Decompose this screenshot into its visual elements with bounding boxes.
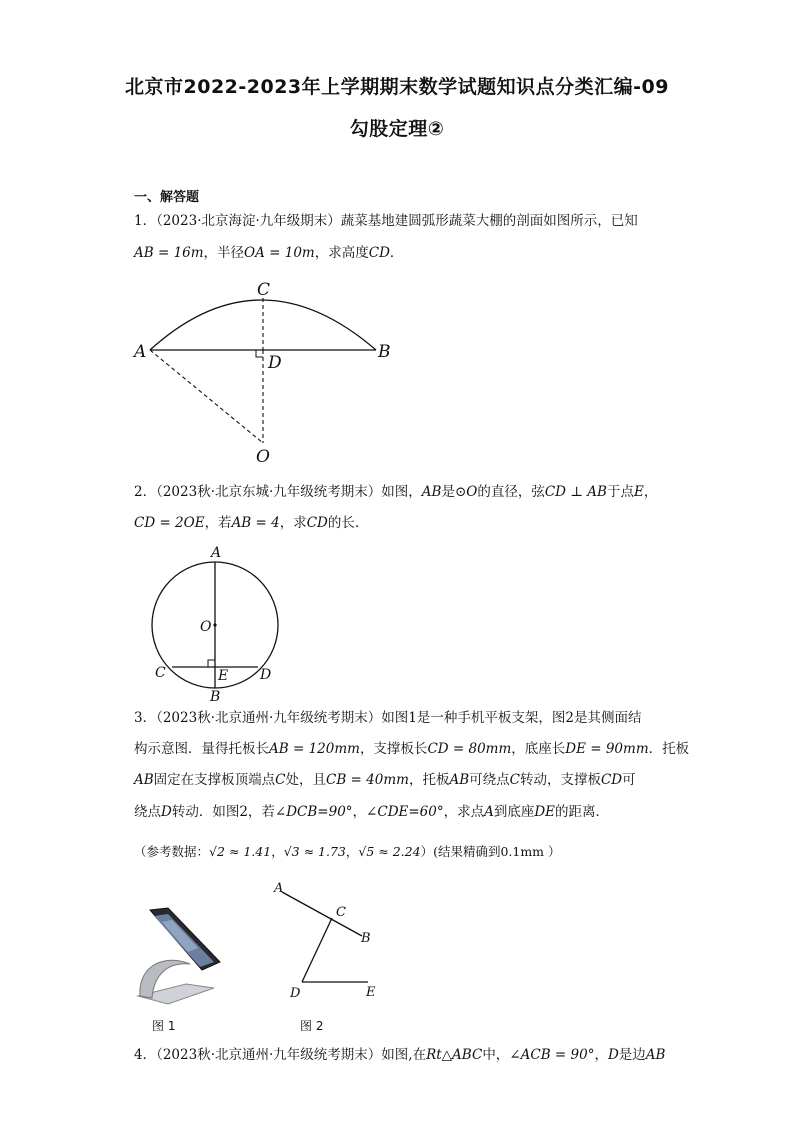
q3-sqrt5: √5 ≈ 2.24 xyxy=(358,844,421,859)
q3-text: ，底座长 xyxy=(511,741,566,757)
q3-text: ， xyxy=(271,844,284,859)
q4-line1 xyxy=(134,1046,665,1064)
q3-text: 绕点 xyxy=(134,804,161,820)
q2-label-o: O xyxy=(200,619,212,635)
q3-text: 处，且 xyxy=(285,772,327,788)
q3-line4 xyxy=(134,803,609,821)
q3-text: ．托板 xyxy=(648,741,690,757)
q4-text: 中， xyxy=(482,1047,510,1063)
q3-figure1-phone-stand xyxy=(128,900,238,1010)
q1-label-d: D xyxy=(268,353,282,373)
q3-text: ， xyxy=(345,844,359,859)
q3-c: C xyxy=(509,772,520,788)
q3-text: （参考数据： xyxy=(134,844,210,859)
document-title-line2: 勾股定理② xyxy=(349,118,445,140)
q2-text: 于点 xyxy=(606,484,634,500)
q1-ab-value: AB = 16m xyxy=(134,245,204,261)
q1-text: ，求高度 xyxy=(314,245,369,261)
document-title-line1: 北京市2022-2023年上学期期末数学试题知识点分类汇编-09 xyxy=(125,76,669,98)
q3-text: 到底座 xyxy=(493,804,535,820)
q1-line2 xyxy=(134,244,403,262)
q3-text: 可 xyxy=(622,772,636,788)
q2-line2 xyxy=(134,514,359,532)
q2-label-b: B xyxy=(210,689,221,705)
q3-ab: AB xyxy=(134,772,154,788)
q3-angle-cde: ∠CDE=60° xyxy=(366,804,444,820)
q2-text: 是 xyxy=(441,484,455,500)
q2-right-angle xyxy=(208,660,215,667)
q1-label-c: C xyxy=(257,280,271,300)
q3-ab-len: AB = 120mm xyxy=(269,741,360,757)
q1-line-ao xyxy=(150,350,263,443)
q2-text: 的直径，弦 xyxy=(477,484,545,500)
q1-oa-value: OA = 10m xyxy=(244,245,315,261)
q2-label-e: E xyxy=(218,668,229,684)
q3-text: ，支撑板长 xyxy=(359,741,428,757)
fig2-label-e: E xyxy=(366,985,376,1000)
q3-line3 xyxy=(134,771,636,789)
q1-figure xyxy=(130,275,410,470)
q3-line5 xyxy=(134,843,561,861)
q2-figure xyxy=(140,540,290,705)
q3-angle-dcb: ∠DCB=90° xyxy=(274,804,353,820)
q3-c: C xyxy=(275,772,286,788)
q2-text: ，求 xyxy=(279,515,307,531)
q2-text: ， xyxy=(643,484,658,500)
q2-circle-o: ⊙O xyxy=(454,484,478,500)
q3-sqrt2: √2 ≈ 1.41 xyxy=(209,844,272,859)
fig2-board-ab xyxy=(282,892,362,936)
fig2-label-a: A xyxy=(274,881,284,896)
q1-label-o: O xyxy=(256,447,270,467)
q1-line1: 1．（2023·北京海淀·九年级期末）蔬菜基地建圆弧形蔬菜大棚的剖面如图所示，已知 xyxy=(134,213,638,229)
q3-de: DE xyxy=(534,804,556,820)
q1-text: ，半径 xyxy=(203,245,245,261)
q2-ab: AB xyxy=(421,484,442,500)
q2-center-dot xyxy=(213,623,216,626)
q4-text: 4．（2023秋·北京通州·九年级统考期末）如图,在 xyxy=(134,1047,427,1063)
q3-text: ，求点 xyxy=(443,804,485,820)
q3-text: 固定在支撑板顶端点 xyxy=(153,772,276,788)
fig2-label-c: C xyxy=(336,905,346,920)
q4-triangle: Rt△ABC xyxy=(426,1047,483,1063)
q3-text: 转动，支撑板 xyxy=(519,772,601,788)
q3-cd: CD xyxy=(600,772,623,788)
q3-line1: 3．（2023秋·北京通州·九年级统考期末）如图1是一种手机平板支架，图2是其侧面结 xyxy=(134,710,642,726)
q2-cd-perp-ab: CD ⊥ AB xyxy=(544,484,607,500)
q2-line1 xyxy=(134,483,657,501)
q1-label-b: B xyxy=(378,342,391,362)
q2-cd: CD xyxy=(306,515,328,531)
q3-line2 xyxy=(134,740,689,758)
q2-point-e: E xyxy=(633,484,644,500)
fig2-support-cd xyxy=(302,918,332,982)
q3-text: 的距离． xyxy=(555,804,610,820)
q3-fig2-caption: 图 2 xyxy=(300,1019,324,1033)
q4-text: 是边 xyxy=(618,1047,646,1063)
q3-ab: AB xyxy=(449,772,470,788)
q1-text: ． xyxy=(389,245,404,261)
q4-angle-acb: ∠ACB = 90° xyxy=(509,1047,595,1063)
q3-text: 可绕点 xyxy=(469,772,510,788)
q1-cd: CD xyxy=(368,245,390,261)
q2-label-c: C xyxy=(155,665,166,681)
q2-ab-eq: AB = 4 xyxy=(231,515,280,531)
q3-text: ）(结果精确到0.1mm ） xyxy=(420,844,561,859)
q3-text: 构示意图．量得托板长 xyxy=(134,741,269,757)
q3-fig1-caption: 图 1 xyxy=(152,1019,176,1033)
q3-cd-len: CD = 80mm xyxy=(427,741,512,757)
q2-text: 的长. xyxy=(327,515,360,531)
q2-cd-eq: CD = 2OE xyxy=(134,515,205,531)
fig2-label-b: B xyxy=(361,931,371,946)
fig2-label-d: D xyxy=(290,986,301,1001)
q4-d: D xyxy=(607,1047,619,1063)
q3-de-len: DE = 90mm xyxy=(565,741,649,757)
q3-figure2-schematic xyxy=(270,878,390,1008)
q1-label-a: A xyxy=(134,342,147,362)
q3-cb-len: CB = 40mm xyxy=(326,772,409,788)
q2-label-d: D xyxy=(260,667,272,683)
q3-sqrt3: √3 ≈ 1.73 xyxy=(283,844,346,859)
q3-d: D xyxy=(161,804,172,820)
q4-ab: AB xyxy=(645,1047,666,1063)
q2-text: 2．（2023秋·北京东城·九年级统考期末）如图， xyxy=(134,484,422,500)
q1-right-angle xyxy=(256,350,263,357)
q3-text: ，托板 xyxy=(408,772,450,788)
section-heading: 一、解答题 xyxy=(134,190,200,205)
q3-a: A xyxy=(484,804,494,820)
q3-text: 转动．如图2，若 xyxy=(171,804,275,820)
q2-text: ，若 xyxy=(204,515,232,531)
q2-label-a: A xyxy=(211,545,222,561)
q4-text: ， xyxy=(594,1047,608,1063)
q3-text: ， xyxy=(352,804,367,820)
